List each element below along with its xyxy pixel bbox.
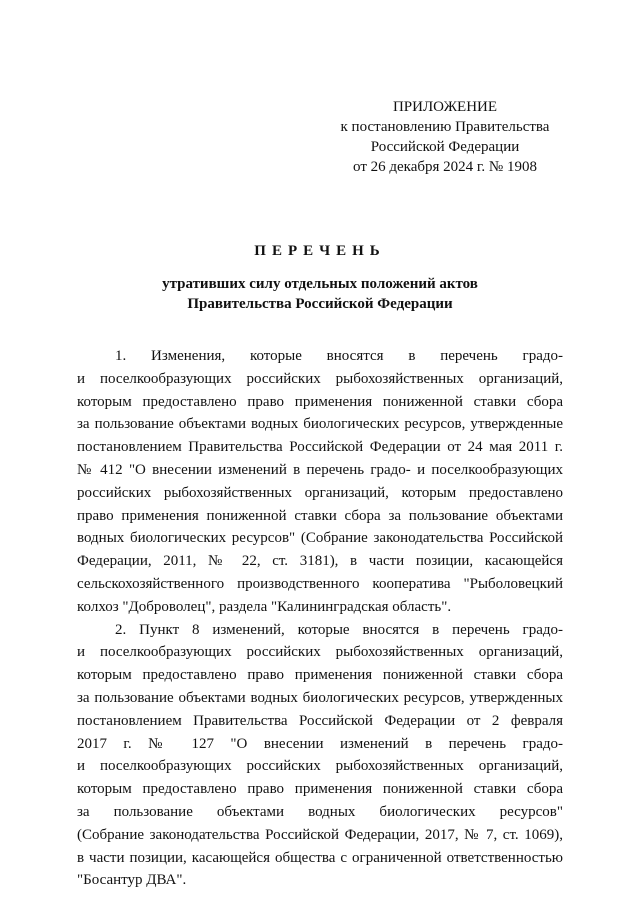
text-line: 1. Изменения, которые вносятся в перечень градо- xyxy=(115,348,563,364)
text-line: колхоз "Доброволец", раздела "Калининградская область". xyxy=(77,598,452,615)
text-line: которым предоставлено право применения пониженной ставки сбора xyxy=(77,781,563,798)
text-line: которым предоставлено право применения пониженной ставки сбора xyxy=(77,667,563,684)
text-line: (Собрание законодательства Российской Федерации, 2017, № 7, ст. 1069), xyxy=(77,826,563,843)
appendix-line: от 26 декабря 2024 г. № 1908 xyxy=(353,159,537,175)
text-line: за пользование объектами водных биологических ресурсов, утвержденные xyxy=(77,416,563,433)
text-line: право применения пониженной ставки сбора за пользование объектами xyxy=(77,507,563,524)
text-line: 2017 г. № 127 "О внесении изменений в перечень градо- xyxy=(77,735,563,752)
text-line: в части позиции, касающейся общества с ограниченной ответственностью xyxy=(77,849,563,866)
text-line: постановлением Правительства Российской Федерации от 2 февраля xyxy=(77,712,563,729)
text-line: за пользование объектами водных биологических ресурсов, утвержденных xyxy=(77,689,563,706)
text-line: которым предоставлено право применения пониженной ставки сбора xyxy=(77,393,563,410)
text-line: российских рыбохозяйственных организаций, которым предоставлено xyxy=(77,484,563,501)
document-body xyxy=(77,345,563,892)
text-line: водных биологических ресурсов" (Собрание законодательства Российской xyxy=(77,530,563,547)
appendix-line: к постановлению Правительства xyxy=(340,119,550,135)
text-line: и поселкообразующих российских рыбохозяйственных организаций, xyxy=(77,758,563,775)
text-line: постановлением Правительства Российской Федерации от 24 мая 2011 г. xyxy=(77,439,563,456)
paragraph-1 xyxy=(77,345,563,619)
text-line: и поселкообразующих российских рыбохозяйственных организаций, xyxy=(77,644,563,661)
appendix-line: Российской Федерации xyxy=(370,139,520,155)
subtitle-line: утративших силу отдельных положений актов xyxy=(162,276,478,292)
text-line: "Босантур ДВА". xyxy=(77,872,187,889)
text-line: Федерации, 2011, № 22, ст. 3181), в части позиции, касающейся xyxy=(77,553,563,570)
document-title: ПЕРЕЧЕНЬ xyxy=(254,243,386,259)
text-line: за пользование объектами водных биологических ресурсов" xyxy=(77,803,563,820)
text-line: № 412 "О внесении изменений в перечень градо- и поселкообразующих xyxy=(77,461,563,478)
appendix-line: ПРИЛОЖЕНИЕ xyxy=(392,99,498,115)
text-line: сельскохозяйственного производственного кооператива "Рыболовецкий xyxy=(77,575,563,592)
document-subtitle xyxy=(80,274,560,314)
text-line: 2. Пункт 8 изменений, которые вносятся в перечень градо- xyxy=(115,621,563,638)
subtitle-line: Правительства Российской Федерации xyxy=(187,296,453,312)
paragraph-2 xyxy=(77,619,563,893)
text-line: и поселкообразующих российских рыбохозяйственных организаций, xyxy=(77,370,563,387)
appendix-header xyxy=(330,97,560,177)
